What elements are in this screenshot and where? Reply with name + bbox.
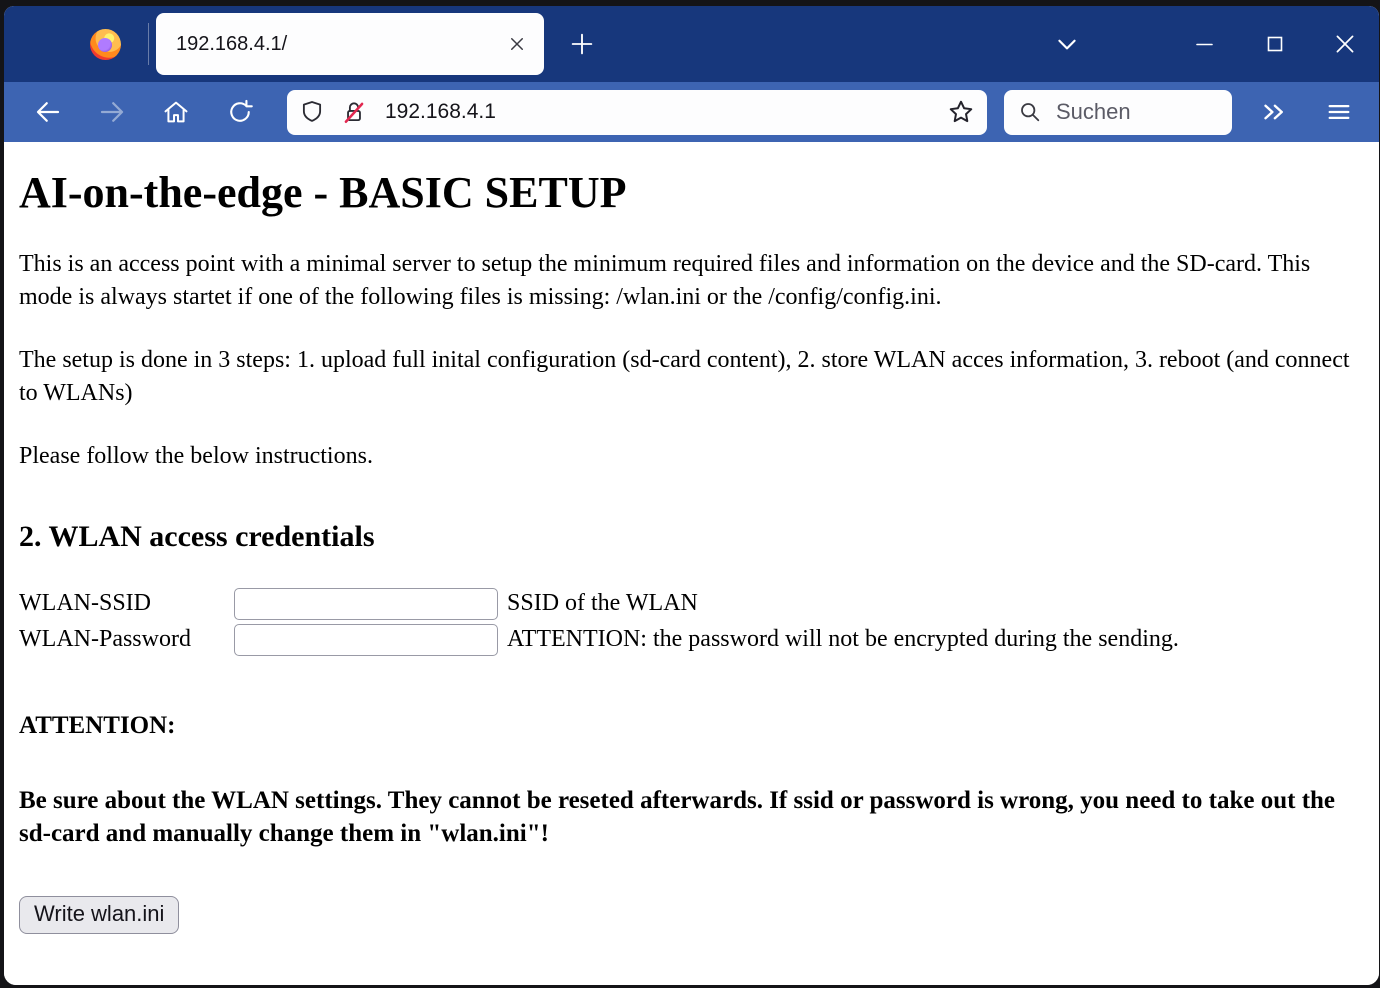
home-icon[interactable] — [161, 97, 191, 127]
table-row — [19, 624, 1180, 656]
page-content — [4, 142, 1379, 985]
table-row — [19, 588, 1180, 620]
password-label: WLAN-Password — [19, 626, 191, 653]
write-wlan-ini-button[interactable]: Write wlan.ini — [19, 896, 179, 934]
tab-title: 192.168.4.1/ — [176, 32, 288, 55]
new-tab-button[interactable] — [562, 24, 602, 64]
intro-paragraph: Please follow the below instructions. — [19, 443, 373, 470]
ssid-field[interactable] — [234, 588, 498, 620]
tab-list-chevron-icon[interactable] — [1047, 24, 1087, 64]
warning-text: Be sure about the WLAN settings. They cannot be reseted afterwards. If ssid or password is wrong, you need to take out the sd-card and manually change them in "wlan.ini"! — [19, 786, 1336, 847]
bookmark-star-icon[interactable] — [947, 98, 975, 126]
attention-heading: ATTENTION: — [19, 711, 176, 739]
url-input[interactable] — [383, 99, 947, 125]
credentials-form — [19, 584, 1180, 660]
minimize-button[interactable] — [1185, 24, 1225, 64]
menu-hamburger-icon[interactable] — [1324, 97, 1354, 127]
ssid-label: WLAN-SSID — [19, 590, 151, 617]
browser-window — [4, 6, 1379, 985]
tracking-shield-icon[interactable] — [299, 99, 325, 125]
password-field[interactable] — [234, 624, 498, 656]
tab-separator — [148, 23, 149, 65]
firefox-logo-icon[interactable] — [90, 29, 121, 60]
intro-paragraph: This is an access point with a minimal server to setup the minimum required files and information on the device and the SD-card. This mode is always startet if one of the following files is missing: /wlan.ini or the /config/config.ini. — [19, 251, 1311, 311]
insecure-lock-icon[interactable] — [341, 99, 367, 125]
maximize-button[interactable] — [1255, 24, 1295, 64]
back-icon[interactable] — [33, 97, 63, 127]
titlebar — [4, 6, 1379, 82]
search-box[interactable] — [1004, 90, 1232, 135]
ssid-description: SSID of the WLAN — [507, 590, 698, 617]
window-close-icon[interactable] — [1325, 24, 1365, 64]
section-heading: 2. WLAN access credentials — [19, 519, 375, 553]
forward-icon[interactable] — [97, 97, 127, 127]
browser-tab[interactable] — [156, 13, 544, 75]
navigation-toolbar — [4, 82, 1379, 142]
page-title: AI-on-the-edge - BASIC SETUP — [19, 168, 627, 217]
intro-paragraph: The setup is done in 3 steps: 1. upload full inital configuration (sd-card content), 2. store WLAN acces information, 3. reboot (and connect to WLANs) — [19, 347, 1350, 407]
search-icon — [1018, 100, 1042, 124]
url-bar[interactable] — [287, 90, 987, 135]
search-input[interactable] — [1054, 98, 1218, 126]
tab-close-icon[interactable] — [502, 29, 532, 59]
reload-icon[interactable] — [225, 97, 255, 127]
overflow-chevrons-icon[interactable] — [1258, 97, 1288, 127]
password-description: ATTENTION: the password will not be encrypted during the sending. — [507, 626, 1179, 653]
